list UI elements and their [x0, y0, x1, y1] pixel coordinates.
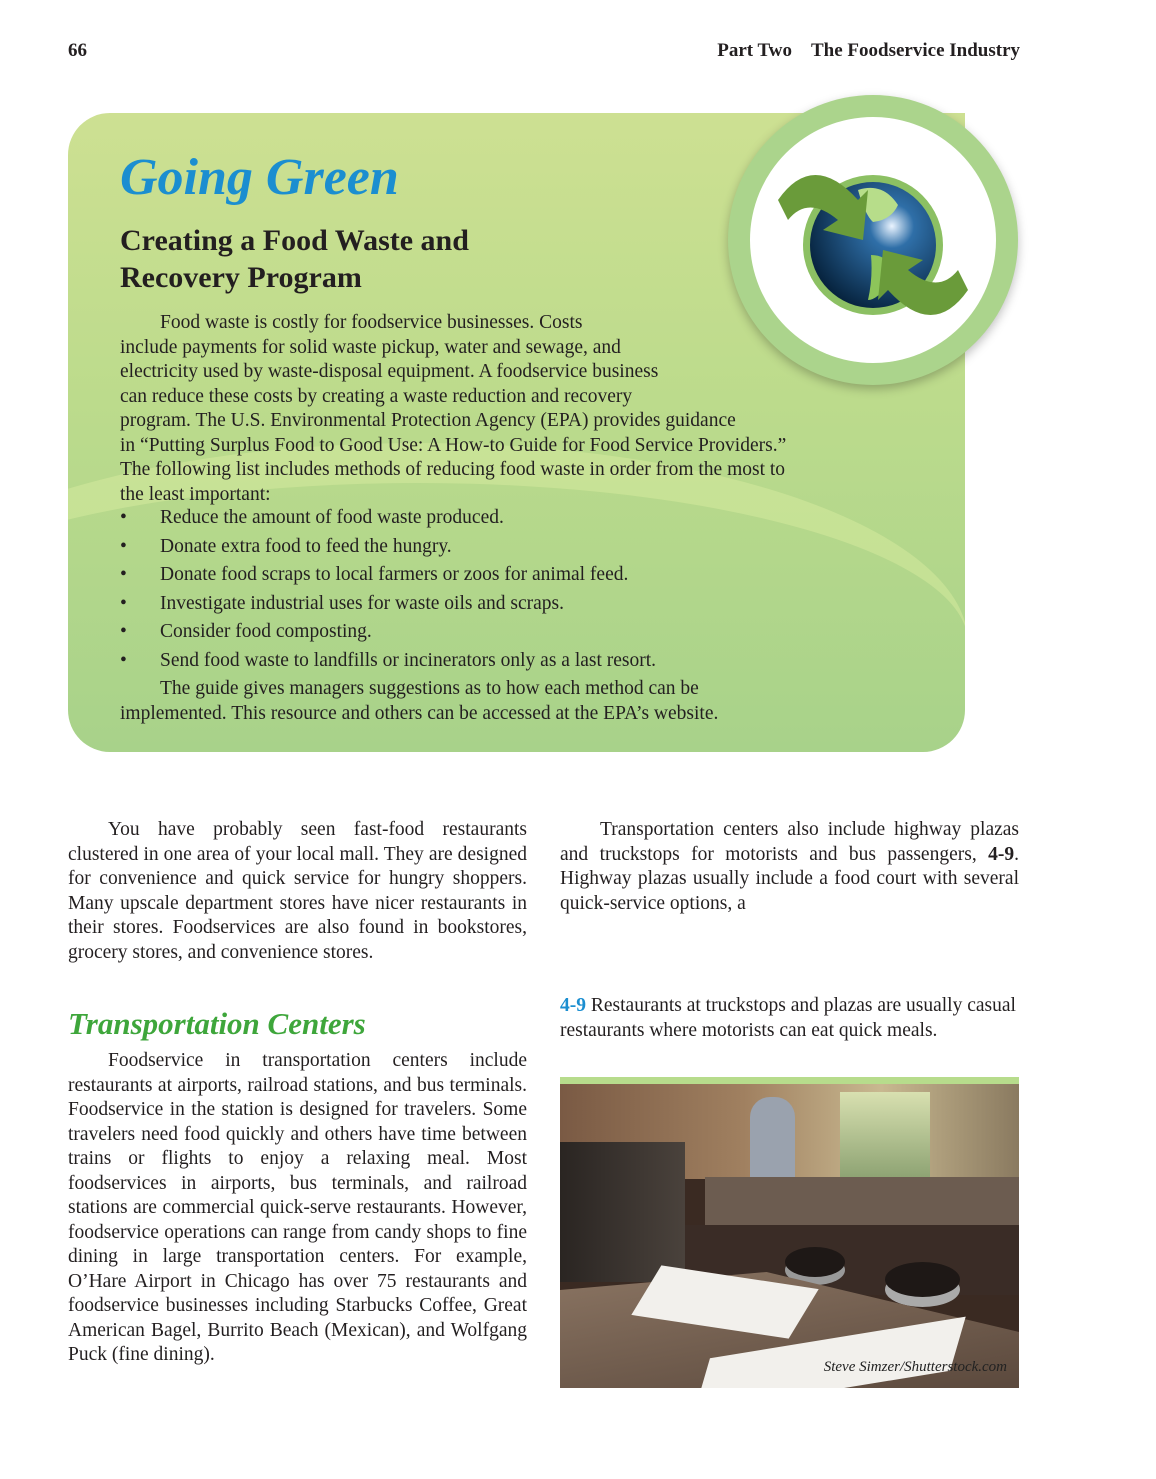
list-item-text: Send food waste to landfills or incinerators only as a last resort.	[160, 649, 657, 671]
text: Transportation centers also include highway plazas and truckstops for motorists and bus passengers,	[560, 819, 1019, 865]
list-item	[120, 536, 452, 558]
list-item	[120, 564, 628, 586]
body-paragraph	[560, 818, 1019, 916]
list-item-text: Reduce the amount of food waste produced.	[160, 507, 504, 528]
left-column-body	[68, 1049, 527, 1368]
feature-title: Going Green	[120, 149, 399, 206]
list-item-text: Investigate industrial uses for waste oils and scraps.	[160, 592, 564, 614]
text: . Highway plazas usually include a food court with several quick-service options, a	[560, 843, 1019, 914]
page-number: 66	[68, 40, 87, 61]
list-item-text: Consider food composting.	[160, 621, 372, 642]
subtitle-line: Recovery Program	[120, 261, 362, 294]
bullet: •	[120, 621, 127, 642]
figure-caption	[560, 994, 1020, 1043]
right-column-body	[560, 818, 1019, 916]
bullet: •	[120, 564, 127, 585]
bullet: •	[120, 535, 127, 557]
running-header	[717, 40, 1020, 62]
subtitle-line: Creating a Food Waste and	[120, 224, 469, 257]
list-item	[120, 593, 564, 615]
list-item	[120, 650, 656, 672]
left-column-intro	[68, 818, 527, 965]
globe-badge	[728, 95, 1018, 385]
intro-line: in “Putting Surplus Food to Good Use: A How-to Guide for Food Service Providers.”	[120, 434, 787, 456]
intro-line: electricity used by waste-disposal equipment. A foodservice business	[120, 361, 659, 382]
figure-number: 4-9	[560, 995, 586, 1016]
photo-credit: Steve Simzer/Shutterstock.com	[823, 1359, 1007, 1375]
intro-line: The following list includes methods of reducing food waste in order from the most to	[120, 459, 786, 480]
bullet: •	[120, 649, 127, 671]
intro-line: can reduce these costs by creating a waste reduction and recovery	[120, 385, 633, 407]
bullet: •	[120, 507, 127, 528]
intro-line: program. The U.S. Environmental Protection Agency (EPA) provides guidance	[120, 410, 736, 431]
body-paragraph: Foodservice in transportation centers include restaurants at airports, railroad stations, and bus terminals. Foodservice in the station is designed for travelers. Some travelers need food quickly and others have time between trains or flights to enjoy a relaxing meal. Most foodservices in airports, bus terminals, and railroad stations are commercial quick-serve restaurants. However, foodservice operations can range from candy shops to fine dining in large transportation centers. For example, O’Hare Airport in Chicago has over 75 restaurants and foodservice businesses including Starbucks Coffee, Great American Bagel, Burrito Beach (Mexican), and Wolfgang Puck (fine dining).	[68, 1050, 527, 1365]
intro-line: include payments for solid waste pickup, water and sewage, and	[120, 336, 621, 358]
list-item-text: Donate food scraps to local farmers or zoos for animal feed.	[160, 564, 629, 585]
figure-reference: 4-9	[988, 843, 1015, 865]
bullet: •	[120, 592, 127, 614]
restaurant-photo	[560, 1077, 1019, 1388]
section-heading: Transportation Centers	[68, 1006, 366, 1041]
caption-text: Restaurants at truckstops and plazas are usually casual restaurants where motorists can eat quick meals.	[560, 995, 1016, 1041]
body-paragraph: You have probably seen fast-food restaurants clustered in one area of your local mall. They are designed for convenience and quick service for hungry shoppers. Many upscale department stores have nicer restaurants in their stores. Foodservices are also found in bookstores, grocery stores, and convenience stores.	[68, 819, 527, 963]
intro-line: the least important:	[120, 483, 271, 505]
recycle-globe-icon	[773, 160, 973, 330]
list-item	[120, 621, 372, 643]
feature-subtitle	[120, 222, 469, 296]
part-label: Part Two	[717, 40, 792, 61]
closing-line: implemented. This resource and others can be accessed at the EPA’s website.	[120, 702, 719, 724]
section-label: The Foodservice Industry	[811, 40, 1020, 61]
list-item-text: Donate extra food to feed the hungry.	[160, 535, 452, 557]
closing-line: The guide gives managers suggestions as to how each method can be	[160, 678, 699, 699]
list-item	[120, 507, 504, 529]
intro-line: Food waste is costly for foodservice businesses. Costs	[160, 312, 583, 333]
